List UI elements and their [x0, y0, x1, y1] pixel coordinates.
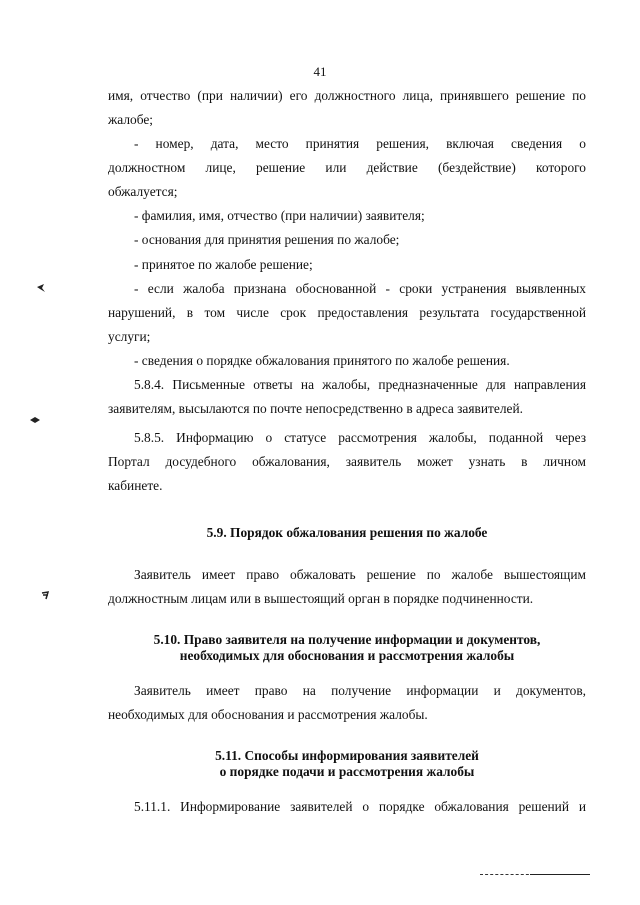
body-line: 5.8.5. Информацию о статусе рассмотрения жалобы, поданной через: [134, 430, 586, 445]
body-line: нарушений, в том числе срок предоставления результата государственной: [108, 305, 586, 320]
body-line: заявителям, высылаются по почте непосредственно в адреса заявителей.: [108, 401, 523, 416]
page-number: 41: [313, 64, 327, 79]
body-line: имя, отчество (при наличии) его должностного лица, принявшего решение по: [108, 88, 586, 103]
section-heading: необходимых для обоснования и рассмотрения жалобы: [179, 648, 515, 663]
section-heading: о порядке подачи и рассмотрения жалобы: [219, 764, 475, 779]
margin-mark-icon: [36, 283, 46, 293]
body-line: - если жалоба признана обоснованной - сроки устранения выявленных: [134, 281, 586, 296]
body-line: - номер, дата, место принятия решения, включая сведения о: [134, 136, 586, 151]
body-line: обжалуется;: [108, 184, 178, 199]
body-line: Заявитель имеет право обжаловать решение по жалобе вышестоящим: [134, 567, 586, 582]
body-line: должностном лице, решение или действие (бездействие) которого: [108, 160, 586, 175]
body-line: - принятое по жалобе решение;: [134, 257, 313, 272]
body-line: - фамилия, имя, отчество (при наличии) заявителя;: [134, 208, 425, 223]
section-heading: 5.11. Способы информирования заявителей: [215, 748, 479, 763]
body-line: услуги;: [108, 329, 151, 344]
body-line: должностным лицам или в вышестоящий орган в порядке подчиненности.: [108, 591, 534, 606]
body-line: Портал досудебного обжалования, заявитель может узнать в личном: [108, 454, 586, 469]
margin-mark-icon: [30, 415, 40, 425]
footer-line: [530, 874, 590, 875]
margin-mark-icon: [40, 590, 50, 600]
body-line: 5.11.1. Информирование заявителей о порядке обжалования решений и: [134, 799, 586, 814]
body-line: жалобе;: [108, 112, 153, 127]
body-line: - сведения о порядке обжалования принятого по жалобе решения.: [134, 353, 510, 368]
section-heading: 5.9. Порядок обжалования решения по жалобе: [206, 525, 488, 540]
body-line: необходимых для обоснования и рассмотрения жалобы.: [108, 707, 428, 722]
body-line: - основания для принятия решения по жалобе;: [134, 232, 400, 247]
body-line: 5.8.4. Письменные ответы на жалобы, предназначенные для направления: [134, 377, 586, 392]
body-line: Заявитель имеет право на получение информации и документов,: [134, 683, 586, 698]
section-heading: 5.10. Право заявителя на получение информации и документов,: [153, 632, 541, 647]
body-line: кабинете.: [108, 478, 163, 493]
